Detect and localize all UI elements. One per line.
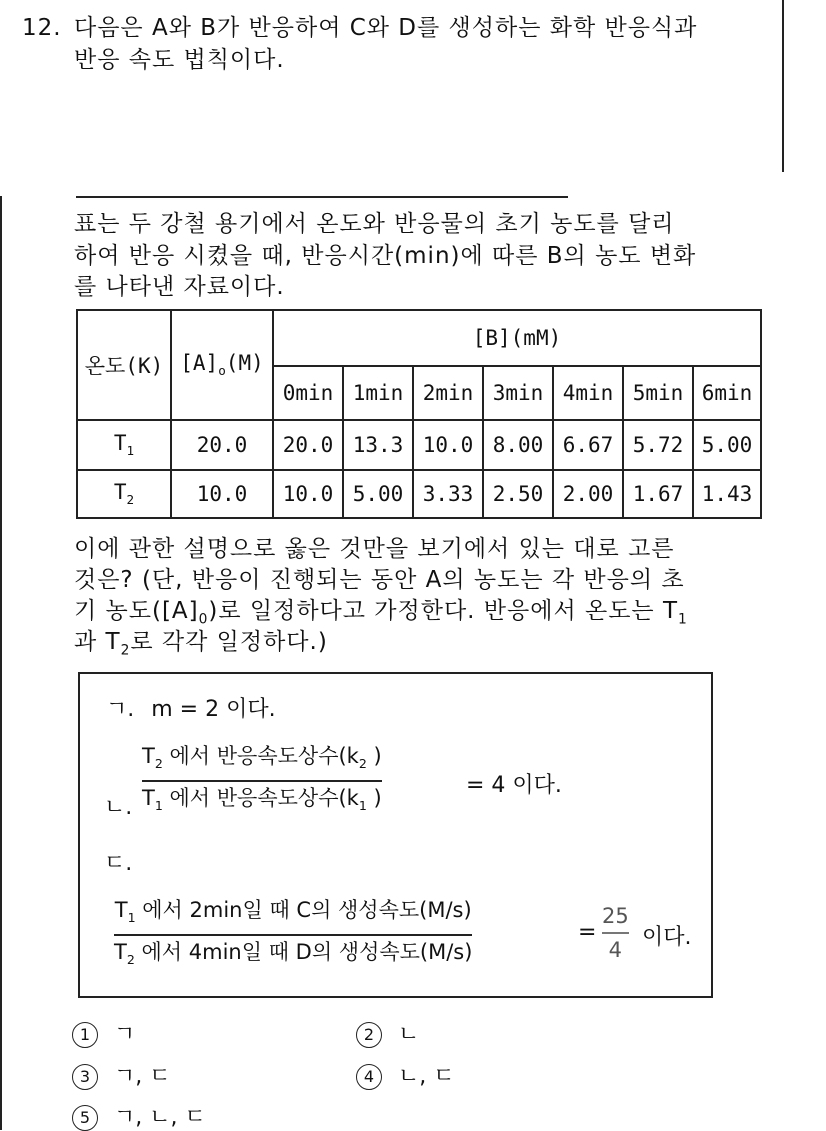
choice-1-marker: 1 (72, 1022, 98, 1048)
prompt-line4: 과 $T_2$로 각각 일정하다.) (74, 629, 328, 659)
statement-b-suffix: = 4 이다. (466, 773, 562, 798)
cell-value: 5.00 (343, 470, 413, 518)
cell-value: 13.3 (343, 420, 413, 470)
choice-5-text: ㄱ, ㄴ, ㄷ (114, 1105, 206, 1130)
choice-1-text: ㄱ (114, 1022, 136, 1047)
statement-c-rhs-bar (602, 932, 629, 934)
header-time: 3min (483, 366, 553, 420)
question-intro-line2: 반응 속도 법칙이다. (74, 47, 285, 73)
cell-value: 2.00 (553, 470, 623, 518)
right-column-rule (782, 0, 784, 172)
statement-b-denominator: $T_1$ 에서 반응속도상수($k_1$ ) (142, 786, 382, 814)
statement-c-denominator: $T_2$ 에서 4min일 때 D의 생성속도(M/s) (114, 940, 473, 968)
statement-c-rhs-denominator: 4 (608, 938, 623, 962)
cell-value: 8.00 (483, 420, 553, 470)
choice-2-text: ㄴ (398, 1022, 420, 1047)
statements-box (78, 672, 713, 998)
choice-2[interactable] (356, 1017, 419, 1048)
header-time: 6min (693, 366, 761, 420)
cell-value: 3.33 (413, 470, 483, 518)
cell-value: 5.72 (623, 420, 693, 470)
header-time: 2min (413, 366, 483, 420)
cell-value: 5.00 (693, 420, 761, 470)
choice-4-text: ㄴ, ㄷ (398, 1064, 455, 1089)
description-line3: 를 나타낸 자료이다. (74, 274, 285, 300)
concentration-table (76, 309, 762, 519)
cell-temp: $T_1$ (77, 420, 171, 470)
statement-a (106, 692, 276, 723)
question-intro-line1: 다음은 A와 B가 반응하여 C와 D를 생성하는 화학 반응식과 (74, 15, 698, 41)
statement-c-suffix: 이다. (642, 925, 692, 950)
cell-value: 10.0 (273, 470, 343, 518)
reaction-blank-rule (76, 196, 568, 198)
header-b-concentration: [B](mM) (273, 310, 761, 366)
statement-c-label: ㄷ. (104, 851, 133, 876)
choice-5[interactable] (72, 1100, 206, 1131)
statement-b-numerator: $T_2$ 에서 반응속도상수($k_2$ ) (142, 744, 382, 772)
prompt-line3: 기 농도$([A]_0)$로 일정하다고 가정한다. 반응에서 온도는 $T_1$ (74, 598, 688, 628)
cell-a0: 20.0 (171, 420, 273, 470)
choice-3-text: ㄱ, ㄷ (114, 1064, 171, 1089)
cell-value: 10.0 (413, 420, 483, 470)
choice-3-marker: 3 (72, 1064, 98, 1090)
choice-5-marker: 5 (72, 1105, 98, 1131)
cell-value: 1.67 (623, 470, 693, 518)
header-time: 1min (343, 366, 413, 420)
question-number: 12. (22, 15, 62, 41)
statement-c-rhs-fraction (602, 902, 629, 964)
header-temperature: 온도(K) (77, 310, 171, 420)
choice-4[interactable] (356, 1059, 455, 1090)
cell-value: 6.67 (553, 420, 623, 470)
cell-a0: 10.0 (171, 470, 273, 518)
cell-value: 20.0 (273, 420, 343, 470)
header-time: 0min (273, 366, 343, 420)
header-initial-a: $[A]_o(M)$ (171, 310, 273, 420)
description-line2: 하여 반응 시켰을 때, 반응시간(min)에 따른 B의 농도 변화 (74, 243, 697, 269)
cell-temp: $T_2$ (77, 470, 171, 518)
header-time: 4min (553, 366, 623, 420)
statement-b-fraction (142, 742, 382, 820)
statement-c-equals: = (578, 920, 597, 945)
cell-value: 2.50 (483, 470, 553, 518)
statement-b-label: ㄴ. (104, 795, 133, 820)
prompt-line2: 것은? (단, 반응이 진행되는 동안 A의 농도는 각 반응의 초 (74, 567, 685, 593)
statement-c-rhs-numerator: 25 (602, 904, 629, 928)
statement-c-fraction (114, 896, 472, 974)
statement-c-fraction-bar (114, 934, 472, 936)
choice-4-marker: 4 (356, 1064, 382, 1090)
table-row-t2 (77, 470, 761, 518)
choice-1[interactable] (72, 1017, 135, 1048)
left-column-rule (0, 196, 2, 1130)
statement-b-fraction-bar (142, 780, 382, 782)
statement-c-numerator: $T_1$ 에서 2min일 때 C의 생성속도(M/s) (114, 898, 472, 926)
prompt-line1: 이에 관한 설명으로 옳은 것만을 보기에서 있는 대로 고른 (74, 536, 675, 562)
choice-2-marker: 2 (356, 1022, 382, 1048)
choice-3[interactable] (72, 1059, 171, 1090)
statement-a-label: ㄱ. (106, 697, 135, 722)
header-time: 5min (623, 366, 693, 420)
cell-value: 1.43 (693, 470, 761, 518)
description-line1: 표는 두 강철 용기에서 온도와 반응물의 초기 농도를 달리 (74, 211, 675, 237)
statement-a-text: m = 2 이다. (151, 697, 276, 722)
table-row-t1 (77, 420, 761, 470)
